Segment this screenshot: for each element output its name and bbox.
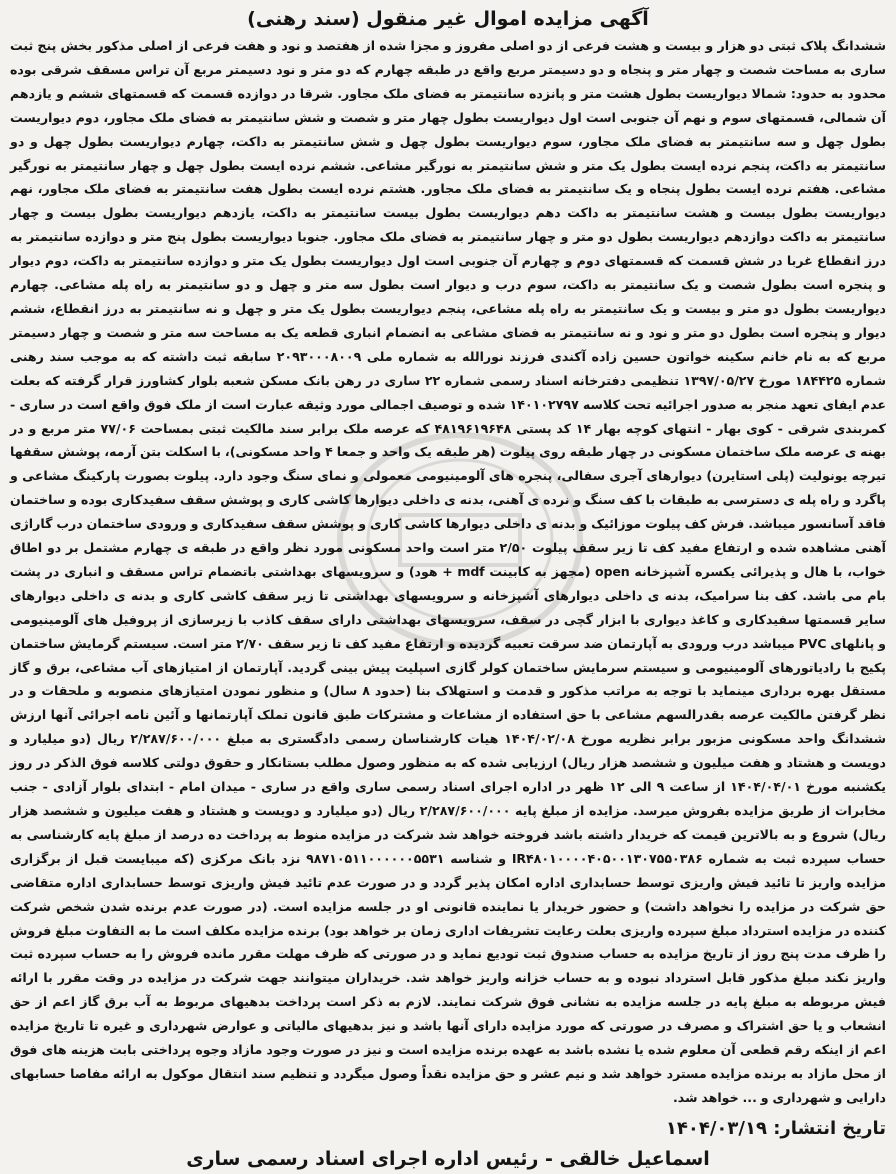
publish-date: تاریخ انتشار: ۱۴۰۴/۰۳/۱۹ — [665, 1117, 886, 1139]
notice-footer — [10, 1114, 886, 1174]
notice-title: آگهی مزایده اموال غیر منقول (سند رهنی) — [247, 8, 649, 30]
signer: اسماعیل خالقی - رئیس اداره اجرای اسناد رسمی ساری — [186, 1147, 710, 1170]
notice-body: ششدانگ پلاک ثبتی دو هزار و بیست و هشت فرعی از دو اصلی مفروز و مجزا شده از هفتصد و نود و هفت فرعی از اصلی مذکور بخش پنج ثبت ساری به مساحت شصت و چهار متر و پنجاه و دو دسیمتر مربع واقع در طبقه چهارم که دو متر و نود دسیمتر مربع آن تراس مسقف شرقی بوده محدود به حدود: شمالا دیواریست بطول هشت متر و پانزده سانتیمتر به فضای ملک مجاور. شرقا در دوازده قسمت که قسمتهای ششم و یازدهم آن شمالی، قسمتهای سوم و نهم آن جنوبی است اول دیواریست بطول چهار متر و شصت و شش سانتیمتر به فضای ملک مجاور، دوم دیواریست بطول چهل و سه سانتیمتر به فضای ملک مجاور، سوم دیواریست بطول چهل و شش سانتیمتر به داکت، چهارم دیواریست بطول چهل و دو سانتیمتر به داکت، پنجم نرده ایست بطول یک متر و شش سانتیمتر به نورگیر مشاعی. ششم نرده ایست بطول چهل و چهار سانتیمتر به نورگیر مشاعی. هفتم نرده ایست بطول پنجاه و یک سانتیمتر به فضای ملک مجاور. هشتم نرده ایست بطول هفت سانتیمتر به فضای ملک مجاور، نهم دیواریست بطول بیست و هشت سانتیمتر به داکت دهم دیواریست بطول بیست سانتیمتر به داکت، یازدهم دیواریست بطول بیست و چهار سانتیمتر به داکت دوازدهم دیواریست بطول دو متر و چهار سانتیمتر به فضای ملک مجاور. جنوبا دیواریست بطول پنج متر و دوازده سانتیمتر به درز انقطاع غربا در شش قسمت که قسمتهای دوم و چهارم آن جنوبی است اول دیواریست بطول یک متر و دوازده سانتیمتر به داکت، دوم دیوار و پنجره است بطول شصت و یک سانتیمتر به داکت، سوم درب و دیوار است بطول سه متر و چهل و دو سانتیمتر به راه پله مشاعی. چهارم دیواریست بطول دو متر و بیست و یک سانتیمتر به راه پله مشاعی، پنجم دیواریست بطول یک متر و چهل و نه سانتیمتر به درز انقطاع، ششم دیوار و پنجره است بطول دو متر و نود و نه سانتیمتر به فضای مشاعی به انضمام انباری قطعه یک به مساحت سه متر و شصت و چهار دسیمتر مربع که به نام خانم سکینه خواتون حسین زاده آکندی فرزند نورالله به شماره ملی ۲۰۹۳۰۰۰۸۰۰۹ سابقه ثبت داشته که به موجب سند رهنی شماره ۱۸۴۴۲۵ مورخ ۱۳۹۷/۰۵/۲۷ تنظیمی دفترخانه اسناد رسمی شماره ۲۲ ساری در رهن بانک مسکن شعبه بلوار کشاورز قرار گرفته که بعلت عدم ایفای تعهد منجر به صدور اجرائیه تحت کلاسه ۱۴۰۱۰۲۷۹۷ شده و توصیف اجمالی مورد وثیقه عبارت است از ملک فوق واقع است در ساری - کمربندی شرقی - کوی بهار - انتهای کوچه بهار ۱۴ کد پستی ۴۸۱۹۶۱۹۶۴۸ که عرصه ملک برابر سند مالکیت ثبتی بمساحت ۷۷/۰۶ متر مربع و در بهنه ی عرصه ملک ساختمان مسکونی در چهار طبقه روی پیلوت (هر طبقه یک واحد و جمعا ۴ واحد مسکونی)، با اسکلت بتن آرمه، پوشش سقفها تیرچه یونولیت (پلی استایرن) دیوارهای آجری سفالی، پنجره های آلومینیومی معمولی و نمای سنگ وجود دارد. پیلوت بصورت پارکینگ مشاعی و پاگرد و راه پله ی دسترسی به طبقات با کف سنگ و نرده ی آهنی، بدنه ی داخلی دیوارها کاشی کاری و پوشش سقف سفیدکاری بوده و ساختمان فاقد آسانسور میباشد. فرش کف پیلوت موزائیک و بدنه ی داخلی دیوارها کاشی کاری و پوشش سقف سفیدکاری و ورودی ساختمان درب گاراژی آهنی مشاهده شده و ارتفاع مفید کف تا زیر سقف پیلوت ۲/۵۰ متر است واحد مسکونی مورد نظر واقع در طبقه ی چهارم مشتمل بر دو اطاق خواب، با هال و پذیرائی یکسره آشپزخانه open (مجهز به کابینت mdf + هود) و سرویسهای بهداشتی باتضمام تراس مسقف و انباری در پشت بام می باشد. کف بنا سرامیک، بدنه ی داخلی دیوارهای آشپزخانه و سرویسهای بهداشتی تا زیر سقف کاشی کاری و بدنه ی داخلی دیوارهای سایر قسمتها سفیدکاری و کاغذ دیواری با ابزار گچی در سقف، سرویسهای بهداشتی دارای سقف کاذب با زیرسازی از پروفیل های آلومینیومی و پانلهای PVC میباشد درب ورودی به آپارتمان ضد سرقت تعبیه گردیده و ارتفاع مفید کف تا زیر سقف ۲/۷۰ متر است. سیستم گرمایش ساختمان پکیج با رادیاتورهای آلومینیومی و سیستم سرمایش ساختمان کولر گازی اسپلیت پیش بینی گردید. آپارتمان از امتیازهای آب مشاعی، برق و گاز مستقل بهره برداری مینماید با توجه به مراتب مذکور و قدمت و استهلاک بنا (حدود ۸ سال) و منظور نمودن امتیازهای منصوبه و ملحقات و در نظر گرفتن مالکیت عرصه بقدرالسهم مشاعی با حق استفاده از مشاعات و مشترکات طبق قانون تملک آپارتمانها و آئین نامه اجرائی آنها ارزش ششدانگ واحد مسکونی مزبور برابر نظریه مورخ ۱۴۰۴/۰۲/۰۸ هیات کارشناسان رسمی دادگستری به مبلغ ۲/۲۸۷/۶۰۰/۰۰۰ ریال (دو میلیارد و دویست و هشتاد و هفت میلیون و ششصد هزار ریال) ارزیابی شده که به منظور وصول مطلب بستانکار و حقوق دولتی کلاسه فوق الذکر در روز یکشنبه مورخ ۱۴۰۴/۰۴/۰۱ از ساعت ۹ الی ۱۲ ظهر در اداره اجرای اسناد رسمی ساری واقع در ساری - میدان امام - ابتدای بلوار آزادی - جنب مخابرات از طریق مزایده بفروش میرسد. مزایده از مبلغ پایه ۲/۲۸۷/۶۰۰/۰۰۰ ریال (دو میلیارد و دویست و هشتاد و هفت میلیون و ششصد هزار ریال) شروع و به بالاترین قیمت که خریدار داشته باشد فروخته خواهد شد شرکت در مزایده منوط به پرداخت ده درصد از مبلغ پایه کارشناسی به حساب سپرده ثبت به شماره IR۴۸۰۱۰۰۰۰۴۰۵۰۰۱۳۰۷۵۵۰۳۸۶ و شناسه ۹۸۷۱۰۵۱۱۰۰۰۰۰۰۵۵۳۱ نزد بانک مرکزی (که میبایست قبل از برگزاری مزایده واریز تا تائید فیش واریزی توسط حسابداری اداره امکان پذیر گردد و در صورت عدم تائید فیش واریزی توسط حسابداری اداره متقاضی حق شرکت در مزایده را نخواهد داشت) و حضور خریدار یا نماینده قانونی او در جلسه مزایده است. (در صورت عدم برنده شدن شخص شرکت کننده در مزایده استرداد مبلغ سپرده واریزی بعلت رعایت تشریفات اداری زمان بر خواهد بود) برنده مزایده مکلف است ما به التفاوت مبلغ فروش را ظرف مدت پنج روز از تاریخ مزایده به حساب صندوق ثبت تودیع نماید و در صورتی که ظرف مهلت مقرر مانده فروش را به حساب سپرده ثبت واریز نکند مبلغ مذکور قابل استرداد نبوده و به حساب خزانه واریز خواهد شد. خریداران میتوانند جهت شرکت در مزایده در وقت مقرر با ارائه فیش مربوطه به مبلغ پایه در جلسه مزایده به نشانی فوق شرکت نمایند. لازم به ذکر است پرداخت بدهیهای مربوط به آب برق گاز اعم از حق انشعاب و یا حق اشتراک و مصرف در صورتی که مورد مزایده دارای آنها باشد و نیز بدهیهای مالیاتی و عوارض شهرداری و غیره تا تاریخ مزایده اعم از اینکه رقم قطعی آن معلوم شده یا نشده باشد به عهده برنده مزایده است و نیز در صورت وجود مازاد وجوه پرداختی بابت هزینه های فوق از محل مازاد به برنده مزایده مسترد خواهد شد و نیم عشر و حق مزایده نقداً وصول میگردد و تنظیم سند انتقال موکول به ارائه مفاصا حسابهای دارایی و شهرداری و ... خواهد شد. — [10, 38, 887, 1105]
